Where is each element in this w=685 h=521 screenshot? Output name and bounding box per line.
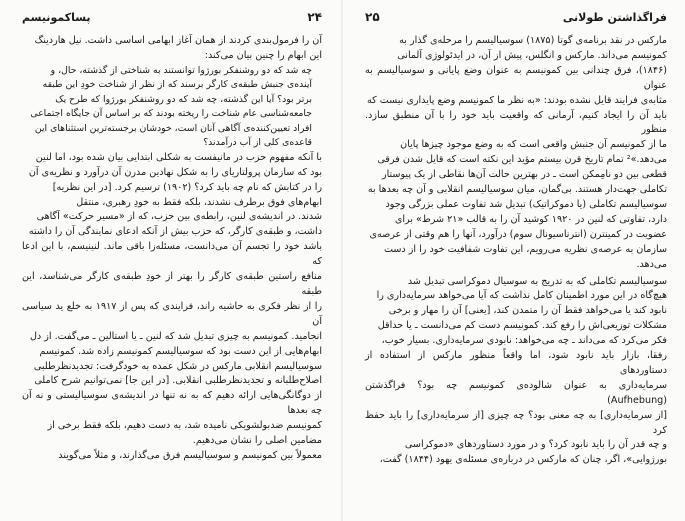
- text-line: شدند. در اندیشه‌ی لنین، رابطه‌ی بین حزب، که از «مسیر حرکت» آگاهی: [36, 211, 322, 223]
- text-line: داشت، و طبقه‌ی کارگر، که حزب بیش از آنکه ادعای نمایندگی آن را داشته: [28, 226, 322, 238]
- text-line: مثابه‌ی فرایند قایل نشده بودند: «به نظر ما کمونیسم وضع پایداری نیست که: [367, 94, 667, 106]
- text-line: این ابهام را چنین بیان می‌کند:: [204, 49, 322, 61]
- block-quote: [30, 64, 312, 151]
- text-line: فکر می‌کرد که می‌داند ـ چه می‌خواهد: نابودی سرمایه‌داری. بسیار خوب،: [381, 335, 667, 347]
- right-page-number: ۲۵: [365, 10, 380, 24]
- text-line: ابهام‌هایی از این دست بود که سوسیالیسم کمونیسم زاده شد. کمونیسم: [39, 345, 322, 357]
- quote-line: برتر بود؟ آیا این گذشته، چه شد که دو روشنفکر بورژوا که طرح یک: [55, 93, 312, 105]
- text-line: معمولاً بین کمونیسم و سوسیالیسم فرق می‌گذارند، و مثلاً می‌گویند: [58, 449, 322, 461]
- text-line: هیچ‌گاه در این مورد اطمینان کامل نداشت که آیا می‌خواهد سرمایه‌داری را: [376, 290, 667, 302]
- text-line: از دوگانگی‌هایی ارائه دهیم که به نه تنها در اندیشه‌ی سوسیالیستی و نه آن چه بعدها: [22, 390, 322, 417]
- text-line: ابهام‌های فوق برطرف نشدند، بلکه فقط به خودِ رهبری، منتقل: [76, 196, 322, 208]
- quote-line: چه شد که دو روشنفکر بورژوا توانستند به شناختی از گذشته، حال، و: [50, 64, 312, 76]
- right-page-body: [365, 34, 667, 468]
- text-line: [از سرمایه‌داری] به چه معنی بود؟ چه چیزی [از سرمایه‌داری] را باید حفظ کرد: [365, 409, 667, 436]
- text-line: انجامید. کمونیسم به چیزی تبدیل شد که لنین ـ یا استالین ـ می‌گفت. از دل: [29, 330, 322, 342]
- text-line: بورژوایی»، اگر، چنان که مارکس در درباره‌ی مسئله‌ی یهود (۱۸۴۴) گفت،: [379, 454, 667, 466]
- quote-line: قاعده‌ی کلی از آب درآمدند؟: [203, 137, 312, 149]
- text-line: سوسیالیسم تکاملی که به تدریج به سوسیال دموکراسی تبدیل شد: [407, 275, 667, 287]
- text-line: باید آن را ایجاد کنیم، آرمانی که واقعیت باید خود را با آن منطبق سازد. منظور: [365, 109, 667, 136]
- left-page-body: [22, 34, 322, 464]
- text-line: کمونیسم می‌داند. مارکس و انگلس، پیش از آن، در ایدئولوژی آلمانی: [397, 49, 667, 61]
- text-line: را از نظر فکری به حاشیه راند، فرایندی که پس از ۱۹۱۷ به خلع ید سیاسی آن: [22, 300, 323, 327]
- text-line: تکاملی جهت‌دار هستند. بی‌گمان، میان سوسیالیسم انقلابی و آن چه بعدها به: [367, 184, 667, 196]
- text-line: با آنکه مفهوم حزب در مانیفست به شکلی ابتدایی بیان شده بود، اما لنین: [35, 151, 322, 163]
- text-line: کمونیسم ضدبولشویکی نامیده شد، به دست دهیم، بلکه فقط برخی از: [47, 420, 322, 432]
- text-line: مشکلات توزیعی‌اش را رفع کند. کمونیسم دست کم می‌دانست ـ یا حداقل: [377, 320, 667, 332]
- text-line: مضامین اصلی را نشان می‌دهیم.: [192, 435, 322, 447]
- left-page-number: ۲۴: [307, 10, 322, 24]
- text-line: و چه قدر آن را باید نابود کرد؟ و در مورد دستاوردهای «دموکراسی: [404, 439, 667, 451]
- quote-line: جامعه‌شناسی عام شناخت را ریخته بودند که بر اساس آن جایگاه اجتماعی: [30, 108, 312, 120]
- text-line: سوسیالیسم تکاملی (یا دموکراتیک) تبدیل شد تفاوت عملی بزرگی وجود: [385, 198, 667, 210]
- text-line: سازمان به عرصه‌ی نظریه می‌رویم، این تفاوت شفافیت خود را از دست: [383, 243, 667, 255]
- text-line: عضویت در کمینترن (انترناسیونال سوم) درآورد، آنها را هم وقتی از عرصه‌ی: [369, 228, 667, 240]
- text-line: دارد، تفاوتی که لنین در ۱۹۲۰ کوشید آن را به قالب «۲۱ شرط» برای: [394, 213, 667, 225]
- text-line: منافع راستین طبقه‌ی کارگر را بهتر از خودِ طبقه‌ی کارگر می‌شناسد، این طبقه: [22, 271, 322, 297]
- text-line: می‌دهد.»² تمام تاریخ قرن بیستم مؤید این نکته است که قایل شدن فرقی: [377, 154, 667, 166]
- text-line: سرمایه‌داری به عنوان شالوده‌ی کمونیسم چه بود؟ فراگذشتن (Aufhebung): [365, 379, 667, 406]
- text-line: را در کتابش که نام چه باید کرد؟ (۱۹۰۲) ترسیم کرد. [در این نظریه]: [52, 181, 322, 193]
- text-line: قطعی بین دو نامِمکن است ـ در بهترین حالت آن‌ها نقاطی از یک پیوستار: [381, 169, 667, 181]
- text-line: سوسیالیسم انقلابی مارکس در شکل عمده به خودگرفت: تجدیدنظرطلبی: [33, 360, 322, 372]
- text-line: اصلاح‌طلبانه و تجدیدنظرطلبی انقلابی. [در این جا] نمی‌توانیم شرح کاملی: [34, 375, 322, 387]
- text-line: آن را فرمول‌بندی کردند از همان آغاز ابهامی اساسی داشت. نیل هاردینگ: [34, 35, 322, 46]
- left-page: [0, 0, 342, 521]
- quote-line: آینده‌ی جنبش طبقه‌ی کارگر برسند که از نظر از شناخت خودِ این طبقه: [42, 79, 312, 91]
- text-line: رفقا، بازار باید نابود شود، اما واقعاً منظور مارکس از استفاده از دستاوردهای: [365, 350, 667, 376]
- text-line: (۱۸۴۶)، فرق چندانی بین کمونیسم به عنوان وضع پایانی و سوسیالیسم به عنوان: [365, 64, 667, 91]
- right-running-title: فراگذاشتن طولانی: [562, 11, 667, 24]
- text-line: می‌دهد.: [636, 258, 667, 270]
- quote-line: افراد تعیین‌کننده‌ی آگاهی آنان است، خودشان برجسته‌ترین استثناهای این: [34, 122, 312, 134]
- right-page-header: [365, 10, 667, 28]
- left-running-title: پساکمونیسم: [22, 11, 91, 24]
- text-line: بود که سازمان پرولتاریای را به شکل نهادین مدرن آن درآورد و نظریه‌ی آن: [28, 166, 322, 178]
- left-page-header: [22, 10, 322, 28]
- text-line: باشد خود را تجسم آن می‌دانست، مسئله‌زا باقی ماند. لنینیسم، با این ادعا که: [22, 241, 322, 268]
- text-line: مارکس در نقد برنامه‌ی گوتا (۱۸۷۵) سوسیالیسم را مرحله‌ی گذار به: [399, 35, 667, 46]
- right-page: [343, 0, 685, 521]
- text-line: نابود کند یا می‌خواهد فقط آن را متمدن کند، [یعنی] آن را مهار و برخی: [388, 305, 667, 317]
- text-line: ما از کمونیسم آن جنبش واقعی است که به وضع موجود چیزها پایان: [400, 139, 667, 151]
